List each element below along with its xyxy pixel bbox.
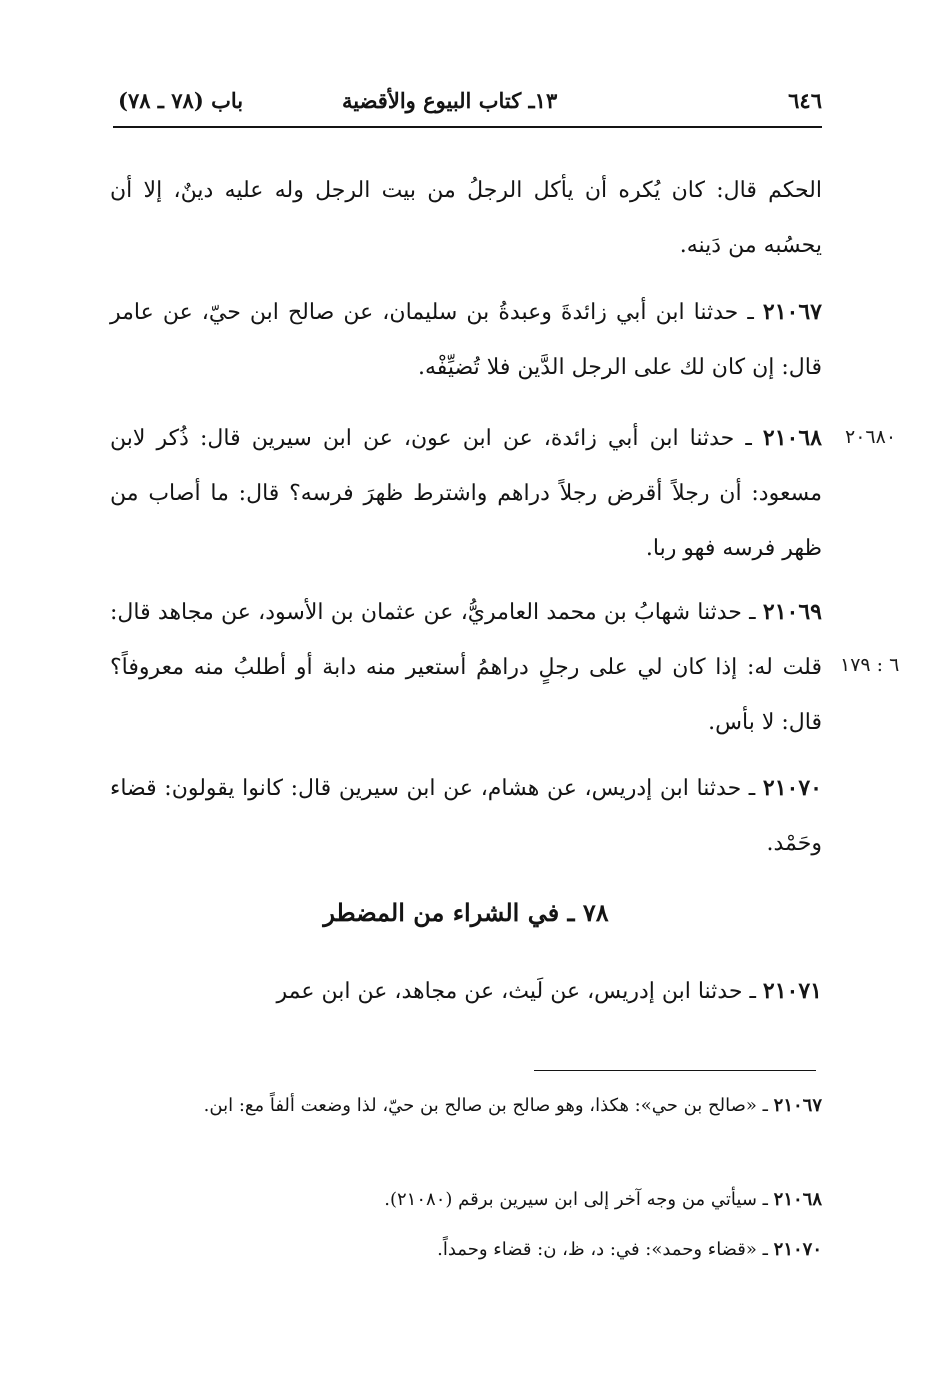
footnote-number: ٢١٠٧٠ <box>773 1239 822 1260</box>
book-title: ١٣ـ كتاب البيوع والأقضية <box>342 88 558 113</box>
margin-cross-reference: ٢٠٦٨٠ <box>845 426 897 448</box>
hadith-text: ـ حدثنا ابن إدريس، عن هشام، عن ابن سيرين قال: كانوا يقولون: قضاء وحَمْد. <box>110 776 822 856</box>
hadith-21069 <box>110 585 822 750</box>
footnote-text: ـ «صالح بن حي»: هكذا، وهو صالح بن صالح بن حيّ، لذا وضعت ألفاً مع: ابن. <box>203 1095 768 1116</box>
footnote-21067 <box>110 1084 822 1128</box>
hadith-text: ـ حدثنا ابن إدريس، عن لَيث، عن مجاهد، عن ابن عمر <box>276 979 756 1004</box>
hadith-21068 <box>110 411 822 576</box>
page-number: ٦٤٦ <box>788 88 822 113</box>
footnote-21068 <box>110 1178 822 1222</box>
footnote-text: ـ «قضاء وحمد»: في: د، ظ، ن: قضاء وحمداً. <box>437 1239 768 1260</box>
paragraph-continuation <box>110 163 822 273</box>
hadith-number: ٢١٠٧٠ <box>762 775 822 801</box>
paragraph-text: الحكم قال: كان يُكره أن يأكل الرجلُ من بيت الرجل وله عليه دينٌ، إلا أن يحسُبه من دَينه. <box>110 178 822 258</box>
chapter-reference: باب (٧٨ ـ ٧٨) <box>118 88 244 113</box>
footnote-number: ٢١٠٦٧ <box>773 1095 822 1116</box>
hadith-text: ـ حدثنا شهابُ بن محمد العامريُّ، عن عثمان بن الأسود، عن مجاهد قال: قلت له: إذا كان لي على رجلٍ دراهمُ أستعير منه دابة أو أطلبُ منه معروفاً؟ قال: لا بأس. <box>110 600 822 735</box>
hadith-text: ـ حدثنا ابن أبي زائدة، عن ابن عون، عن ابن سيرين قال: ذُكر لابن مسعود: أن رجلاً أقرض رجلاً دراهم واشترط ظهرَ فرسه؟ قال: ما أصاب من ظهر فرسه فهو ربا. <box>110 426 822 561</box>
hadith-21067 <box>110 285 822 395</box>
header-rule <box>113 126 822 128</box>
hadith-number: ٢١٠٦٩ <box>762 599 822 625</box>
footnote-separator <box>534 1070 816 1071</box>
margin-volume-reference: ٦ : ١٧٩ <box>840 654 900 676</box>
footnote-text: ـ سيأتي من وجه آخر إلى ابن سيرين برقم (٢١٠٨٠). <box>384 1189 768 1210</box>
hadith-number: ٢١٠٧١ <box>762 978 822 1004</box>
footnote-number: ٢١٠٦٨ <box>773 1189 822 1210</box>
section-heading: ٧٨ ـ في الشراء من المضطر <box>323 898 609 927</box>
hadith-text: ـ حدثنا ابن أبي زائدةَ وعبدةُ بن سليمان، عن صالح ابن حيّ، عن عامر قال: إن كان لك على الرجل الدَّين فلا تُضيِّفْه. <box>110 300 822 380</box>
footnote-21070 <box>110 1228 822 1272</box>
hadith-number: ٢١٠٦٧ <box>762 299 822 325</box>
hadith-21071 <box>110 964 822 1019</box>
hadith-21070 <box>110 761 822 871</box>
hadith-number: ٢١٠٦٨ <box>762 425 822 451</box>
running-header <box>110 88 822 122</box>
